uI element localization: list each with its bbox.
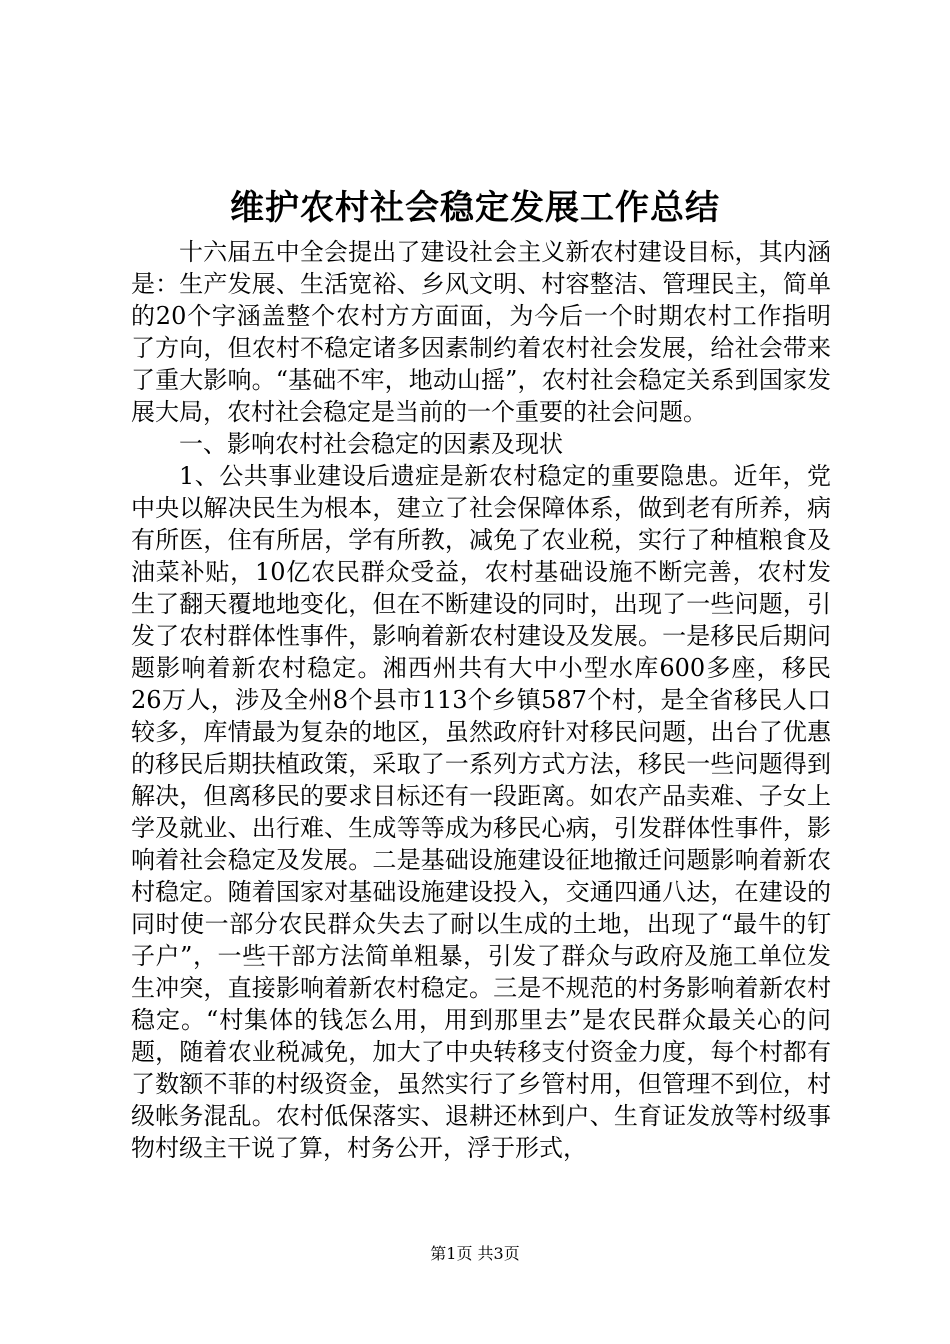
- document-body: [131, 236, 831, 1164]
- paragraph-point-1: 1、公共事业建设后遗症是新农村稳定的重要隐患。近年，党中央以解决民生为根本，建立了社会保障体系，做到老有所养，病有所医，住有所居，学有所教，减免了农业税，实行了种植粮食及油菜补贴，10亿农民群众受益，农村基础设施不断完善，农村发生了翻天覆地地变化，但在不断建设的同时，出现了一些问题，引发了农村群体性事件，影响着新农村建设及发展。一是移民后期问题影响着新农村稳定。湘西州共有大中小型水库600多座，移民26万人，涉及全州8个县市113个乡镇587个村，是全省移民人口较多，库情最为复杂的地区，虽然政府针对移民问题，出台了优惠的移民后期扶植政策，采取了一系列方式方法，移民一些问题得到解决，但离移民的要求目标还有一段距离。如农产品卖难、子女上学及就业、出行难、生成等等成为移民心病，引发群体性事件，影响着社会稳定及发展。二是基础设施建设征地撤迁问题影响着新农村稳定。随着国家对基础设施建设投入，交通四通八达，在建设的同时使一部分农民群众失去了耐以生成的土地，出现了“最牛的钉子户”，一些干部方法简单粗暴，引发了群众与政府及施工单位发生冲突，直接影响着新农村稳定。三是不规范的村务影响着新农村稳定。“村集体的钱怎么用，用到那里去”是农民群众最关心的问题，随着农业税减免，加大了中央转移支付资金力度，每个村都有了数额不菲的村级资金，虽然实行了乡管村用，但管理不到位，村级帐务混乱。农村低保落实、退耕还林到户、生育证发放等村级事物村级主干说了算，村务公开，浮于形式，: [131, 462, 831, 1162]
- paragraph-intro: 十六届五中全会提出了建设社会主义新农村建设目标，其内涵是：生产发展、生活宽裕、乡风文明、村容整洁、管理民主，简单的20个字涵盖整个农村方方面面，为今后一个时期农村工作指明了方向，但农村不稳定诸多因素制约着农村社会发展，给社会带来了重大影响。“基础不牢，地动山摇”，农村社会稳定关系到国家发展大局，农村社会稳定是当前的一个重要的社会问题。: [131, 238, 831, 426]
- page-footer: 第1页 共3页: [430, 1244, 520, 1263]
- section-heading: 一、影响农村社会稳定的因素及现状: [179, 430, 563, 458]
- document-title: 维护农村社会稳定发展工作总结: [230, 188, 720, 228]
